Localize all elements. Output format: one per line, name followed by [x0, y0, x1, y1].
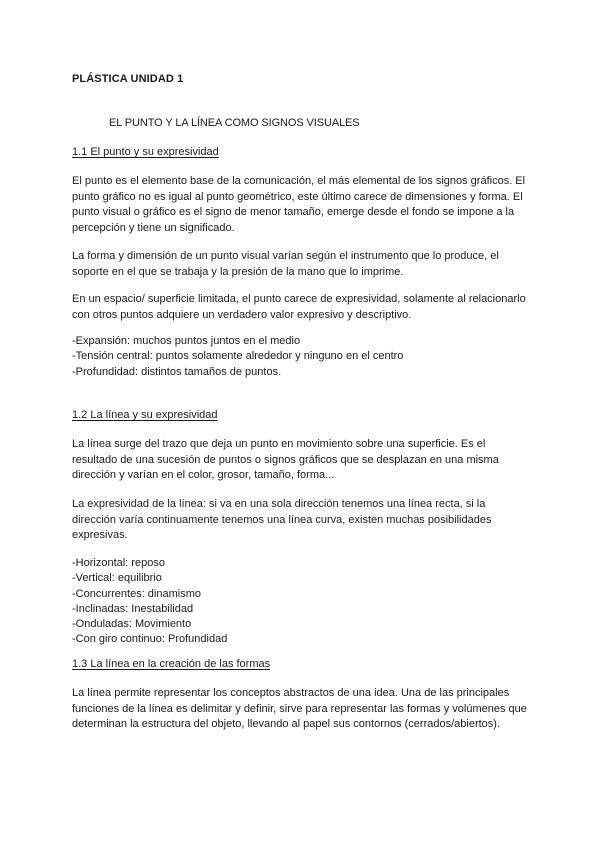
list-item: -Vertical: equilibrio [72, 572, 162, 585]
paragraph: La expresividad de la línea: si va en una sola dirección tenemos una línea recta, si la dirección varía continuamente tenemos una línea curva, existen muchas posibilidades expresivas. [72, 498, 492, 541]
document-title: PLÁSTICA UNIDAD 1 [72, 73, 184, 85]
paragraph: La línea permite representar los conceptos abstractos de una idea. Una de las principales funciones de la línea es delimitar y definir, sirve para representar las formas y volúmenes que determinan la estructura del objeto, llevando al papel sus contornos (cerrados/abiertos). [72, 687, 527, 730]
list-item: -Concurrentes: dinamismo [72, 587, 201, 600]
main-heading: EL PUNTO Y LA LÍNEA COMO SIGNOS VISUALES [109, 117, 360, 129]
paragraph: En un espacio/ superficie limitada, el punto carece de expresividad, solamente al relacionarlo con otros puntos adquiere un verdadero valor expresivo y descriptivo. [72, 293, 526, 321]
paragraph: El punto es el elemento base de la comunicación, el más elemental de los signos gráficos. El punto gráfico no es igual al punto geométrico, este último carece de dimensiones y forma. El punto visual o gráfico es el signo de menor tamaño, emerge desde el fondo se impone a la percepción y tiene un significado. [72, 175, 526, 234]
paragraph: La forma y dimensión de un punto visual varían según el instrumento que lo produce, el soporte en el que se trabaja y la presión de la mano que lo imprime. [72, 250, 499, 278]
list-item: -Inclinadas: Inestabilidad [72, 602, 194, 615]
section-title-formas: 1.3 La línea en la creación de las formas [72, 658, 271, 670]
list-item: -Profundidad: distintos tamaños de puntos. [72, 365, 282, 378]
section-title-punto: 1.1 El punto y su expresividad [72, 146, 219, 158]
section-title-linea: 1.2 La línea y su expresividad [72, 409, 218, 421]
list-item: -Horizontal: reposo [72, 557, 165, 569]
list-item: -Onduladas: Movimiento [72, 618, 192, 631]
list-item: -Expansión: muchos puntos juntos en el medio [72, 335, 301, 347]
list-item: -Tensión central: puntos solamente alrededor y ninguno en el centro [72, 350, 404, 363]
list-item: -Con giro continuo: Profundidad [72, 633, 228, 646]
punto-expressivity-list [72, 334, 403, 380]
paragraph: La línea surge del trazo que deja un punto en movimiento sobre una superficie. Es el resultado de una sucesión de puntos o signos gráficos que se desplazan en una misma dirección y varían en el color, grosor, tamaño, forma... [72, 438, 499, 481]
linea-types-list [72, 556, 227, 648]
